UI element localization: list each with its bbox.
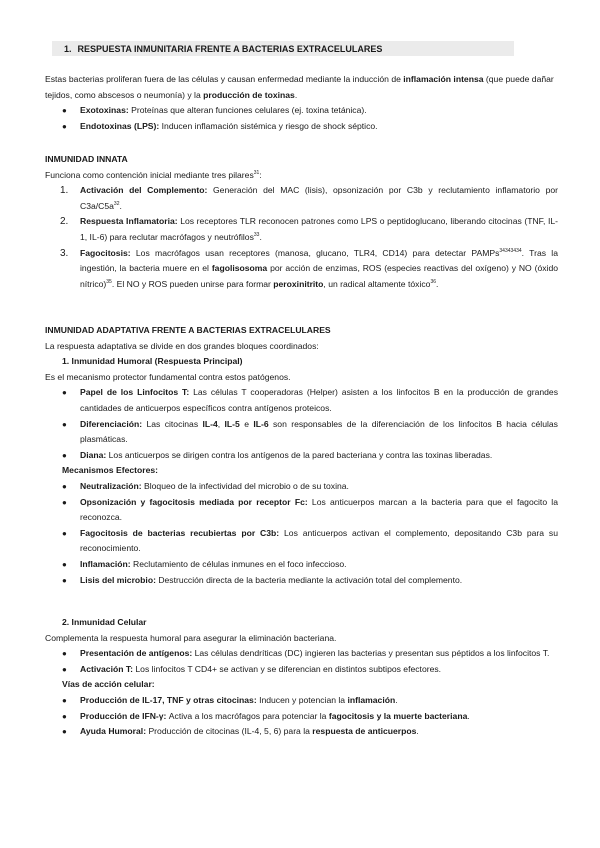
section-heading: INMUNIDAD INNATA: [45, 154, 128, 164]
list-item: ● Presentación de antígenos: Las células dendríticas (DC) ingieren las bacterias y presentan sus péptidos a los linfocitos T.: [45, 646, 558, 662]
innate-section: [45, 152, 558, 292]
intro-paragraph: Estas bacterias proliferan fuera de las células y causan enfermedad mediante la inducción de inflamación intensa (que puede dañar tejidos, como abscesos o neumonía) y la producción de toxinas.: [45, 74, 554, 100]
bullet-icon: ●: [62, 528, 67, 538]
bullet-icon: ●: [62, 497, 67, 507]
vias-heading: Vías de acción celular:: [62, 679, 155, 690]
list-item: ● Ayuda Humoral: Producción de citocinas (IL-4, 5, 6) para la respuesta de anticuerpos.: [45, 724, 558, 740]
bullet-icon: ●: [62, 649, 67, 659]
list-item: ● Endotoxinas (LPS): Inducen inflamación sistémica y riesgo de shock séptico.: [45, 119, 558, 135]
subsection-heading: 1. Inmunidad Humoral (Respuesta Principal): [62, 356, 243, 367]
bullet-icon: ●: [62, 559, 67, 569]
list-item: ● Diana: Los anticuerpos se dirigen contra los antígenos de la pared bacteriana y contra las toxinas liberadas.: [45, 448, 558, 464]
numbered-item: 1. Activación del Complemento: Generación del MAC (lisis), opsonización por C3b y reclutamiento inflamatorio por $C3a/C5a^{32}$.: [60, 185, 558, 211]
list-item: ● Activación T: Los linfocitos T CD4+ se activan y se diferencian en distintos subtipos efectores.: [45, 662, 558, 678]
numbered-item: 2. Respuesta Inflamatoria: Los receptores TLR reconocen patrones como LPS o peptidoglucano, liberando citocinas (TNF, IL-1, IL-6) para reclutar macrófagos y neutrófilos$^{33}$.: [60, 216, 558, 242]
bullet-icon: ●: [62, 727, 67, 737]
bullet-icon: ●: [62, 711, 67, 721]
list-item: ● Exotoxinas: Proteínas que alteran funciones celulares (ej. toxina tetánica).: [45, 103, 558, 119]
bullet-icon: ●: [62, 575, 67, 585]
list-item: ● Opsonización y fagocitosis mediada por receptor Fc: Los anticuerpos marcan a la bacteria para que el fagocito la reconozca.: [62, 496, 558, 523]
numbered-item: 3. Fagocitosis: Los macrófagos usan receptores (manosa, glucano, TLR4, CD14) para detectar PAMPs$^{34343434}$. Tras la ingestión, la bacteria muere en el fagolisosoma por acción de enzimas, ROS (especies reactivas del oxígeno) y NO (óxido nítrico)$^{35}$. El NO y ROS pueden unirse para formar peroxinitrito, un radical altamente tóxico$^{36}$.: [60, 247, 559, 289]
subsection-lead: Complementa la respuesta humoral para asegurar la eliminación bacteriana.: [45, 632, 337, 643]
bullet-icon: ●: [62, 388, 67, 398]
bullet-icon: ●: [62, 450, 67, 460]
intro-section: [45, 72, 558, 134]
page-title: 1. RESPUESTA INMUNITARIA FRENTE A BACTERIAS EXTRACELULARES: [64, 44, 383, 54]
list-item: ● Lisis del microbio: Destrucción directa de la bacteria mediante la activación total del complemento.: [45, 573, 558, 589]
bullet-icon: ●: [62, 419, 67, 429]
list-item: ● Neutralización: Bloqueo de la infectividad del microbio o de su toxina.: [45, 479, 558, 495]
list-item: ● Inflamación: Reclutamiento de células inmunes en el foco infeccioso.: [45, 557, 558, 573]
list-item: ● Diferenciación: Las citocinas IL-4, IL-5 e IL-6 son responsables de la diferenciación de los linfocitos B hacia células plasmáticas.: [62, 418, 558, 445]
list-item: ● Fagocitosis de bacterias recubiertas por C3b: Los anticuerpos activan el complemento, depositando C3b para su reconocimiento.: [62, 527, 558, 554]
bullet-icon: ●: [62, 695, 67, 705]
bullet-icon: ●: [62, 106, 67, 116]
list-item: ● Producción de IFN-γ: Activa a los macrófagos para potenciar la fagocitosis y la muerte bacteriana.: [45, 709, 558, 725]
mechanisms-heading: Mecanismos Efectores:: [62, 465, 158, 476]
bullet-icon: ●: [62, 121, 67, 131]
section-lead: Funciona como contención inicial mediante tres pilares$^{31}$:: [45, 169, 262, 180]
bullet-icon: ●: [62, 481, 67, 491]
list-item: ● Papel de los Linfocitos T: Las células T cooperadoras (Helper) asisten a los linfocitos B en la producción de grandes cantidades de anticuerpos específicos contra antígenos proteicos.: [62, 387, 558, 413]
subsection-lead: Es el mecanismo protector fundamental contra estos patógenos.: [45, 371, 291, 382]
cellular-section: [45, 615, 558, 740]
section-lead: La respuesta adaptativa se divide en dos grandes bloques coordinados:: [45, 340, 319, 351]
list-item: ● Producción de IL-17, TNF y otras citocinas: Inducen y potencian la inflamación.: [45, 693, 558, 709]
section-heading: INMUNIDAD ADAPTATIVA FRENTE A BACTERIAS EXTRACELULARES: [45, 325, 331, 335]
bullet-icon: ●: [62, 664, 67, 674]
adaptive-section: [45, 323, 558, 588]
subsection-heading: 2. Inmunidad Celular: [62, 617, 147, 627]
